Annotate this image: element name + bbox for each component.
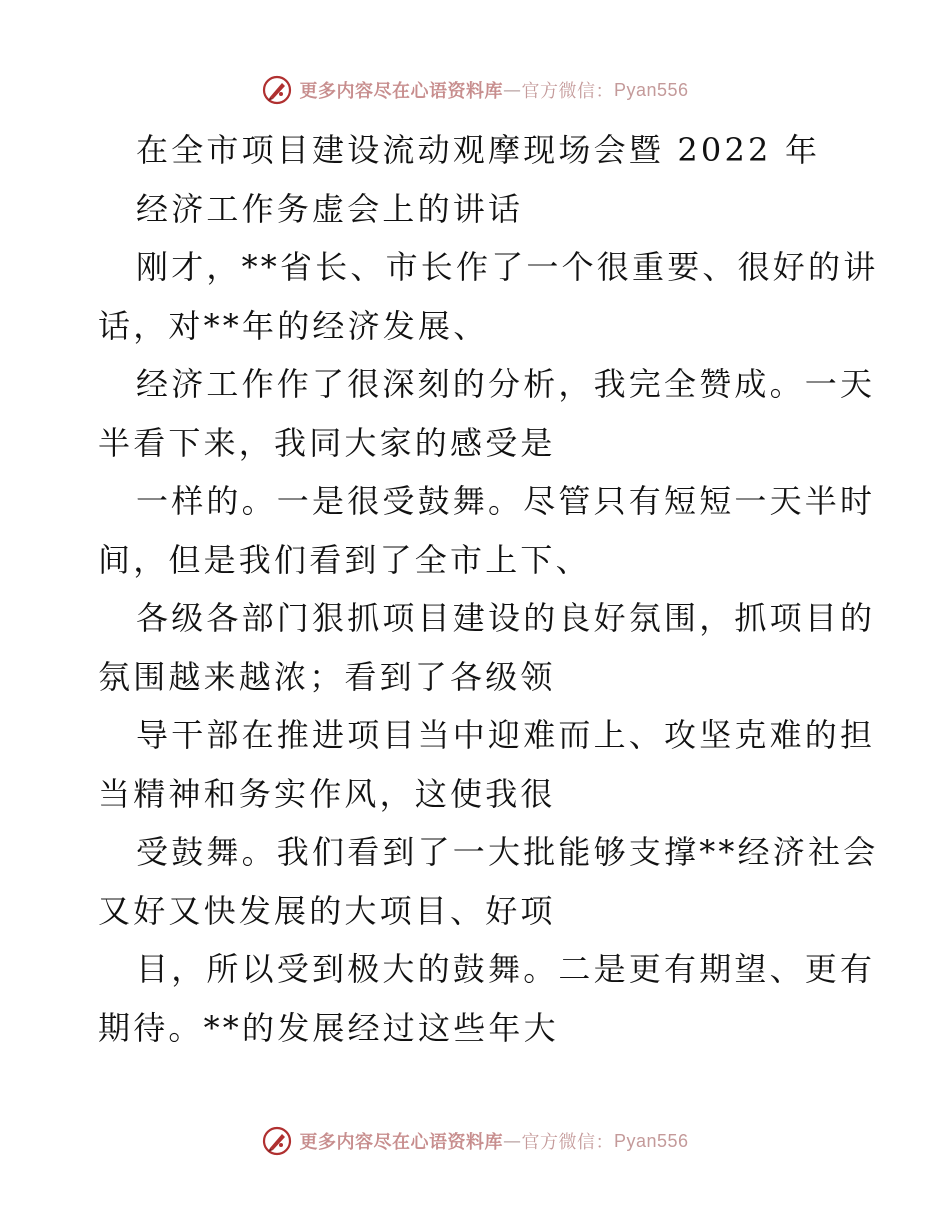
text-line: 在全市项目建设流动观摩现场会暨 2022 年	[136, 131, 821, 169]
text-line: 话，对**年的经济发展、	[98, 306, 489, 345]
pen-logo-icon	[261, 1125, 293, 1157]
text-line: 受鼓舞。我们看到了一大批能够支撑**经济社会	[136, 833, 879, 871]
watermark-wechat-id: Pyan556	[613, 79, 689, 100]
text-line: 目，所以受到极大的鼓舞。二是更有期望、更有	[136, 950, 876, 988]
text-line: 经济工作作了很深刻的分析，我完全赞成。一天	[136, 365, 876, 403]
text-line: 间，但是我们看到了全市上下、	[98, 540, 591, 579]
watermark-sub-text: 官方微信：	[521, 81, 614, 102]
text-line: 又好又快发展的大项目、好项	[98, 891, 556, 930]
text-line: 一样的。一是很受鼓舞。尽管只有短短一天半时	[136, 482, 876, 520]
watermark-main-text: 更多内容尽在心语资料库	[299, 81, 503, 102]
footer-watermark	[0, 1121, 950, 1161]
text-line: 导干部在推进项目当中迎难而上、攻坚克难的担	[136, 716, 876, 754]
document-body	[98, 121, 879, 1057]
text-line: 期待。**的发展经过这些年大	[98, 1008, 559, 1047]
pen-logo-icon	[261, 74, 293, 106]
watermark-main-text: 更多内容尽在心语资料库	[299, 1132, 503, 1153]
watermark-dash: —	[502, 1130, 522, 1152]
text-line: 氛围越来越浓；看到了各级领	[98, 657, 556, 696]
text-line: 当精神和务实作风，这使我很	[98, 774, 556, 813]
text-line: 刚才，**省长、市长作了一个很重要、很好的讲	[136, 248, 879, 286]
header-watermark	[0, 70, 950, 110]
text-line: 半看下来，我同大家的感受是	[98, 423, 556, 462]
watermark-wechat-id: Pyan556	[613, 1130, 689, 1151]
text-line: 各级各部门狠抓项目建设的良好氛围，抓项目的	[136, 599, 876, 637]
watermark-sub-text: 官方微信：	[521, 1132, 614, 1153]
watermark-dash: —	[502, 79, 522, 101]
text-line: 经济工作务虚会上的讲话	[136, 189, 524, 228]
